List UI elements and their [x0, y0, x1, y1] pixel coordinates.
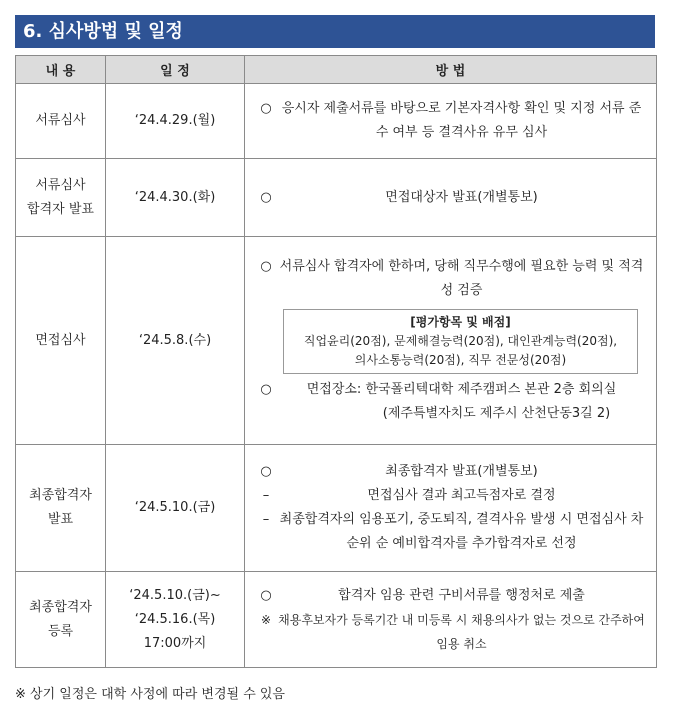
content-line: 면접심사 — [35, 332, 86, 348]
bullet-circle-icon: ○ — [260, 587, 272, 603]
table-row — [16, 84, 657, 159]
bullet-circle-icon: ○ — [260, 189, 272, 205]
date-line: ‘24.5.10.(금)~ — [129, 587, 221, 603]
table-row — [16, 237, 657, 445]
content-line: 최종합격자 — [29, 488, 92, 503]
content-line: 서류심사 — [35, 113, 86, 128]
method-text: 면접심사 결과 최고득점자로 결정 — [367, 488, 556, 503]
cell-method — [245, 572, 657, 668]
table-row — [16, 572, 657, 668]
evaluation-criteria-box — [283, 309, 638, 374]
header-date: 일 정 — [106, 56, 245, 84]
content-line: 발표 — [47, 512, 74, 527]
cell-method — [245, 237, 657, 445]
table-row — [16, 159, 657, 237]
method-item — [255, 608, 646, 656]
date-line: ‘24.5.10.(금) — [134, 500, 216, 515]
method-text: 합격자 임용 관련 구비서류를 행정처로 제출 — [338, 587, 585, 603]
method-text: 최종합격자 발표(개별통보) — [385, 464, 538, 479]
table-header-row — [16, 56, 657, 84]
cell-content — [16, 572, 106, 668]
cell-method — [245, 84, 657, 159]
method-item — [255, 508, 646, 556]
cell-method — [245, 159, 657, 237]
method-text: 서류심사 합격자에 한하며, 당해 직무수행에 필요한 능력 및 적격성 검증 — [279, 259, 644, 298]
content-line: 서류심사 — [35, 177, 86, 193]
bullet-circle-icon: ○ — [260, 382, 272, 397]
bullet-circle-icon: ○ — [260, 259, 272, 274]
cell-content — [16, 445, 106, 572]
method-item — [255, 584, 646, 608]
bullet-circle-icon: ○ — [260, 464, 272, 479]
cell-content — [16, 159, 106, 237]
cell-date — [106, 84, 245, 159]
content-line: 합격자 발표 — [27, 201, 94, 217]
cell-method — [245, 445, 657, 572]
cell-content — [16, 84, 106, 159]
method-text: 면접장소: 한국폴리텍대학 제주캠퍼스 본관 2층 회의실 — [306, 382, 617, 397]
footer-note: ※ 상기 일정은 대학 사정에 따라 변경될 수 있음 — [15, 687, 285, 702]
method-text: 채용후보자가 등록기간 내 미등록 시 채용의사가 없는 것으로 간주하여 임용 취소 — [278, 612, 645, 651]
address-note: (제주특별자치도 제주시 산천단동3길 2) — [382, 406, 611, 421]
schedule-table — [15, 55, 657, 668]
header-content: 내 용 — [16, 56, 106, 84]
date-line: ‘24.4.29.(월) — [134, 113, 216, 128]
method-item — [255, 186, 646, 210]
box-line: 직업윤리(20점), 문제해결능력(20점), 대인관계능력(20점), — [303, 334, 618, 348]
date-line: ‘24.5.8.(수) — [138, 332, 212, 348]
method-text: 최종합격자의 임용포기, 중도퇴직, 결격사유 발생 시 면접심사 차순위 순 예비합격자를 추가합격자로 선정 — [279, 512, 644, 551]
date-line: ‘24.5.16.(목) — [134, 611, 216, 627]
date-line: ‘24.4.30.(화) — [134, 189, 216, 205]
method-item — [255, 460, 646, 484]
bullet-circle-icon: ○ — [260, 101, 272, 116]
method-text: 응시자 제출서류를 바탕으로 기본자격사항 확인 및 지정 서류 준수 여부 등 결격사유 유무 심사 — [281, 101, 642, 140]
content-line: 등록 — [47, 623, 74, 639]
cell-date — [106, 572, 245, 668]
header-method: 방 법 — [245, 56, 657, 84]
dash-icon: – — [262, 512, 270, 527]
cell-date — [106, 445, 245, 572]
box-title: [평가항목 및 배점] — [410, 315, 511, 329]
date-line: 17:00까지 — [143, 635, 207, 651]
method-item — [255, 255, 646, 303]
method-item — [255, 378, 646, 402]
dash-icon: – — [262, 488, 270, 503]
section-title: 6. 심사방법 및 일정 — [15, 15, 655, 48]
content-line: 최종합격자 — [29, 599, 92, 615]
cell-content — [16, 237, 106, 445]
box-line: 의사소통능력(20점), 직무 전문성(20점) — [354, 353, 567, 367]
method-item — [255, 97, 646, 145]
method-text: 면접대상자 발표(개별통보) — [385, 189, 538, 205]
cell-date — [106, 159, 245, 237]
cell-date — [106, 237, 245, 445]
table-row — [16, 445, 657, 572]
reference-mark-icon: ※ — [260, 612, 272, 627]
method-item — [255, 484, 646, 508]
